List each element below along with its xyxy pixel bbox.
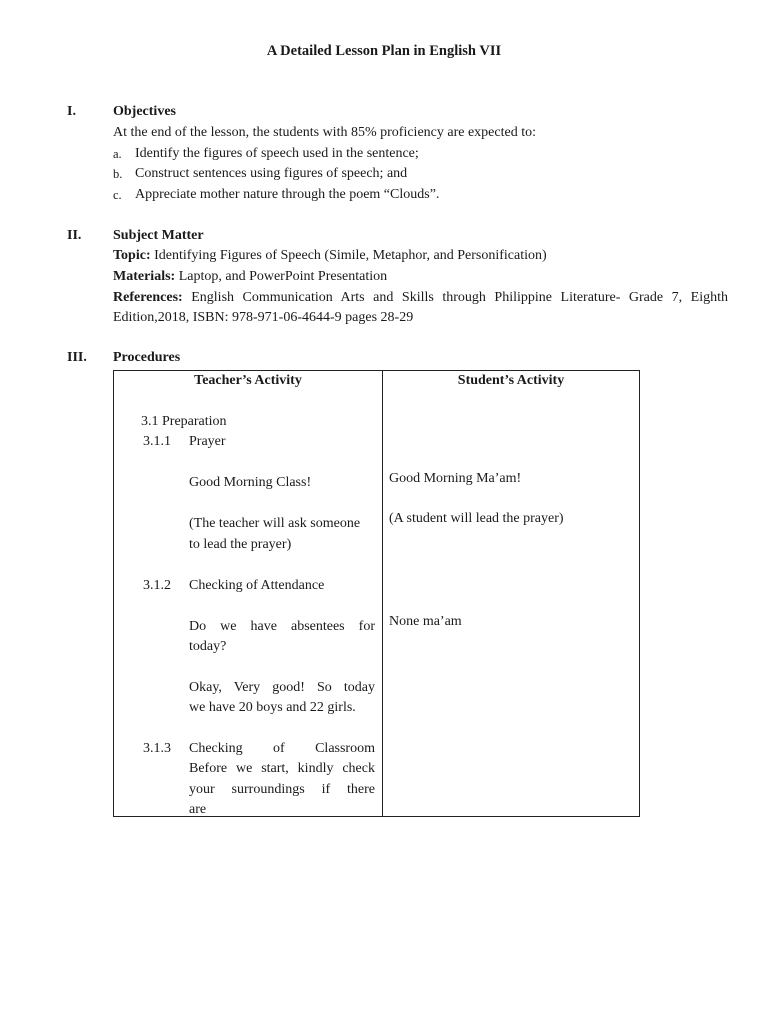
section-number-procedures: III. — [67, 350, 87, 365]
very-good-line-1: Okay, Very good! So today — [189, 680, 375, 695]
student-absentees-answer: None ma’am — [389, 614, 462, 629]
objective-item-c: Appreciate mother nature through the poem “Clouds”. — [135, 187, 440, 202]
student-prayer: (A student will lead the prayer) — [389, 511, 564, 526]
references-line-1 — [113, 288, 728, 309]
references-line-2: Edition,2018, ISBN: 978-971-06-4644-9 pages 28-29 — [113, 310, 414, 325]
materials-label: Materials: — [113, 269, 176, 284]
header-student-activity: Student’s Activity — [457, 373, 565, 388]
student-greeting: Good Morning Ma’am! — [389, 471, 522, 486]
header-teacher-activity: Teacher’s Activity — [194, 373, 302, 388]
references-value-1: English Communication Arts and Skills through Philippine Literature- Grade 7, Eighth — [191, 290, 728, 305]
teacher-prayer-line-2: to lead the prayer) — [189, 537, 292, 552]
objective-letter-c: c. — [113, 188, 122, 202]
document-title: A Detailed Lesson Plan in English VII — [266, 43, 502, 59]
section-number-objectives: I. — [67, 104, 76, 119]
objective-letter-b: b. — [113, 167, 123, 181]
classroom-number: 3.1.3 — [143, 741, 171, 756]
objective-letter-a: a. — [113, 147, 122, 161]
section-number-subject-matter: II. — [67, 228, 82, 243]
topic-value: Identifying Figures of Speech (Simile, Metaphor, and Personification) — [154, 248, 547, 263]
absentees-question-line-1: Do we have absentees for — [189, 619, 375, 634]
section-heading-procedures: Procedures — [113, 350, 181, 365]
teacher-greeting: Good Morning Class! — [189, 475, 312, 490]
classroom-line-2: Before we start, kindly check — [189, 761, 375, 776]
classroom-line-3: your surroundings if there — [189, 782, 375, 797]
teacher-prayer-line-1: (The teacher will ask someone — [189, 516, 361, 531]
materials-line — [113, 267, 387, 288]
very-good-line-2: we have 20 boys and 22 girls. — [189, 700, 356, 715]
objective-item-b: Construct sentences using figures of speech; and — [135, 166, 408, 181]
prayer-number: 3.1.1 — [143, 434, 171, 449]
section-heading-subject-matter: Subject Matter — [113, 228, 204, 243]
prayer-label: Prayer — [189, 434, 226, 449]
section-heading-objectives: Objectives — [113, 104, 176, 119]
preparation-label: 3.1 Preparation — [141, 414, 227, 429]
classroom-line-4: are — [189, 802, 207, 817]
table-column-divider — [382, 371, 383, 816]
procedures-table — [113, 370, 640, 817]
objective-item-a: Identify the figures of speech used in the sentence; — [135, 146, 419, 161]
absentees-question-line-2: today? — [189, 639, 227, 654]
attendance-number: 3.1.2 — [143, 578, 171, 593]
topic-line — [113, 246, 547, 267]
objectives-intro: At the end of the lesson, the students with 85% proficiency are expected to: — [113, 125, 536, 140]
materials-value: Laptop, and PowerPoint Presentation — [178, 269, 388, 284]
classroom-line-1: Checking of Classroom — [189, 741, 375, 756]
references-label: References: — [113, 290, 183, 305]
attendance-label: Checking of Attendance — [189, 578, 325, 593]
topic-label: Topic: — [113, 248, 151, 263]
